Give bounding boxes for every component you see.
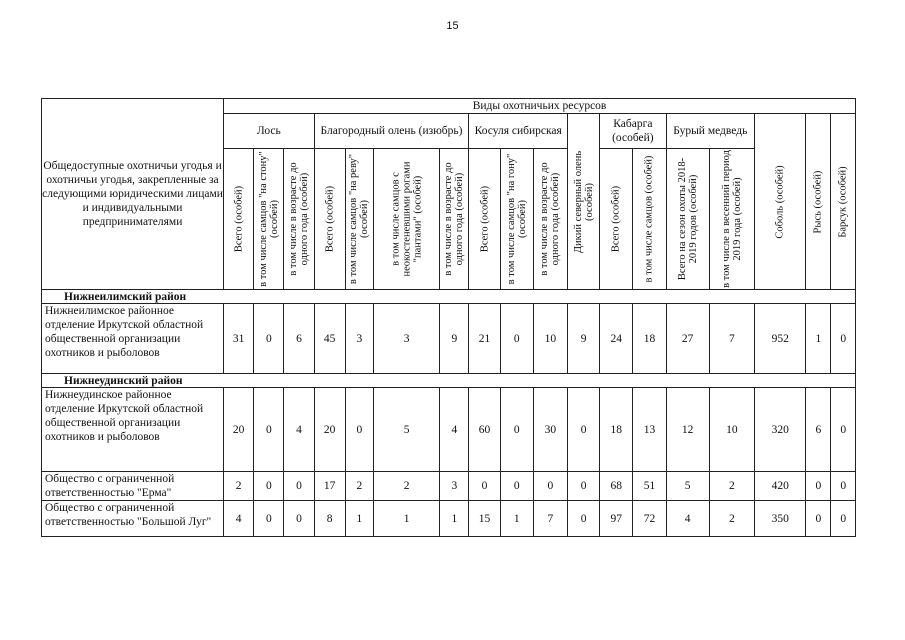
value-cell: 0 <box>806 501 831 537</box>
value-cell: 0 <box>500 388 533 472</box>
table-row <box>42 501 856 537</box>
value-cell: 5 <box>666 472 709 501</box>
value-cell: 0 <box>831 472 856 501</box>
value-cell: 4 <box>666 501 709 537</box>
value-cell: 6 <box>284 304 314 374</box>
col-los-young: в том числе в возрасте до одного года (особей) <box>284 149 314 290</box>
col-kos-young: в том числе в возрасте до одного года (особей) <box>533 149 567 290</box>
value-cell: 30 <box>533 388 567 472</box>
value-cell: 0 <box>533 472 567 501</box>
value-cell: 3 <box>440 472 469 501</box>
value-cell: 952 <box>755 304 806 374</box>
value-cell: 2 <box>709 472 754 501</box>
col-kos-gonu: в том числе самцов "на гону" (особей) <box>500 149 533 290</box>
value-cell: 2 <box>709 501 754 537</box>
value-cell: 10 <box>533 304 567 374</box>
resources-title: Виды охотничьих ресурсов <box>224 99 856 114</box>
value-cell: 0 <box>345 388 373 472</box>
value-cell: 0 <box>254 501 284 537</box>
value-cell: 0 <box>567 388 599 472</box>
value-cell: 0 <box>567 472 599 501</box>
value-cell: 8 <box>314 501 345 537</box>
value-cell: 31 <box>224 304 254 374</box>
value-cell: 420 <box>755 472 806 501</box>
group-kosulya: Косуля сибирская <box>469 114 568 149</box>
value-cell: 0 <box>831 388 856 472</box>
table-row <box>42 304 856 374</box>
value-cell: 0 <box>254 388 284 472</box>
table-row <box>42 388 856 472</box>
col-med-spring: в том числе в весенний период 2019 года (особей) <box>709 149 754 290</box>
org-name-cell: Нижнеилимское районное отделение Иркутской областной общественной организации охотников и рыболовов <box>42 304 224 374</box>
col-kos-total: Всего (особей) <box>469 149 500 290</box>
value-cell: 320 <box>755 388 806 472</box>
group-kabarga: Кабарга (особей) <box>600 114 666 149</box>
district-row <box>42 290 856 304</box>
table-body <box>42 290 856 537</box>
value-cell: 0 <box>831 501 856 537</box>
value-cell: 72 <box>633 501 666 537</box>
group-barsuk: Барсук (особей) <box>831 114 856 290</box>
value-cell: 0 <box>831 304 856 374</box>
group-rys: Рысь (особей) <box>806 114 831 290</box>
value-cell: 18 <box>600 388 633 472</box>
value-cell: 0 <box>469 472 500 501</box>
value-cell: 45 <box>314 304 345 374</box>
value-cell: 2 <box>224 472 254 501</box>
value-cell: 15 <box>469 501 500 537</box>
district-row <box>42 374 856 388</box>
value-cell: 10 <box>709 388 754 472</box>
value-cell: 4 <box>440 388 469 472</box>
col-kab-males: в том числе самцов (особей) <box>633 149 666 290</box>
value-cell: 1 <box>500 501 533 537</box>
group-sobol: Соболь (особей) <box>755 114 806 290</box>
col-los-stonu: в том числе самцов "на стону" (особей) <box>254 149 284 290</box>
value-cell: 4 <box>284 388 314 472</box>
col-kab-total: Всего (особей) <box>600 149 633 290</box>
col-los-total: Всего (особей) <box>224 149 254 290</box>
value-cell: 1 <box>373 501 439 537</box>
col-olen-total: Всего (особей) <box>314 149 345 290</box>
value-cell: 3 <box>345 304 373 374</box>
value-cell: 51 <box>633 472 666 501</box>
value-cell: 1 <box>345 501 373 537</box>
col-olen-revu: в том числе самцов "на реву" (особей) <box>345 149 373 290</box>
org-name-cell: Общество с ограниченной ответственностью "Ерма" <box>42 472 224 501</box>
col-olen-young: в том числе в возрасте до одного года (особей) <box>440 149 469 290</box>
value-cell: 0 <box>806 472 831 501</box>
district-name: Нижнеудинский район <box>42 374 856 388</box>
page-number: 15 <box>446 20 459 32</box>
value-cell: 9 <box>567 304 599 374</box>
value-cell: 0 <box>284 501 314 537</box>
value-cell: 2 <box>373 472 439 501</box>
value-cell: 12 <box>666 388 709 472</box>
value-cell: 68 <box>600 472 633 501</box>
org-name-cell: Общество с ограниченной ответственностью "Большой Луг" <box>42 501 224 537</box>
value-cell: 0 <box>567 501 599 537</box>
value-cell: 7 <box>533 501 567 537</box>
group-olen: Благородный олень (изюбрь) <box>314 114 469 149</box>
group-medved: Бурый медведь <box>666 114 755 149</box>
value-cell: 24 <box>600 304 633 374</box>
value-cell: 20 <box>224 388 254 472</box>
value-cell: 0 <box>500 472 533 501</box>
org-column-header: Общедоступные охотничьи угодья и охотничьи угодья, закрепленные за следующими юридическими лицами и индивидуальными предпринимателями <box>42 99 224 290</box>
value-cell: 0 <box>254 472 284 501</box>
value-cell: 7 <box>709 304 754 374</box>
value-cell: 0 <box>500 304 533 374</box>
hunting-resources-table <box>41 98 856 537</box>
value-cell: 20 <box>314 388 345 472</box>
value-cell: 1 <box>440 501 469 537</box>
value-cell: 6 <box>806 388 831 472</box>
district-name: Нижнеилимский район <box>42 290 856 304</box>
col-olen-panty: в том числе самцов с неокостеневшими рогами "пантами" (особей) <box>373 149 439 290</box>
value-cell: 21 <box>469 304 500 374</box>
value-cell: 18 <box>633 304 666 374</box>
table-row <box>42 472 856 501</box>
value-cell: 350 <box>755 501 806 537</box>
value-cell: 17 <box>314 472 345 501</box>
value-cell: 60 <box>469 388 500 472</box>
value-cell: 0 <box>254 304 284 374</box>
value-cell: 4 <box>224 501 254 537</box>
group-dikiy-olen: Дикий северный олень (особей) <box>567 114 599 290</box>
org-name-cell: Нижнеудинское районное отделение Иркутской областной общественной организации охотников и рыболовов <box>42 388 224 472</box>
value-cell: 2 <box>345 472 373 501</box>
value-cell: 97 <box>600 501 633 537</box>
group-los: Лось <box>224 114 315 149</box>
value-cell: 5 <box>373 388 439 472</box>
value-cell: 13 <box>633 388 666 472</box>
value-cell: 3 <box>373 304 439 374</box>
col-med-season: Всего на сезон охоты 2018-2019 годов (особей) <box>666 149 709 290</box>
value-cell: 9 <box>440 304 469 374</box>
value-cell: 0 <box>284 472 314 501</box>
value-cell: 27 <box>666 304 709 374</box>
value-cell: 1 <box>806 304 831 374</box>
